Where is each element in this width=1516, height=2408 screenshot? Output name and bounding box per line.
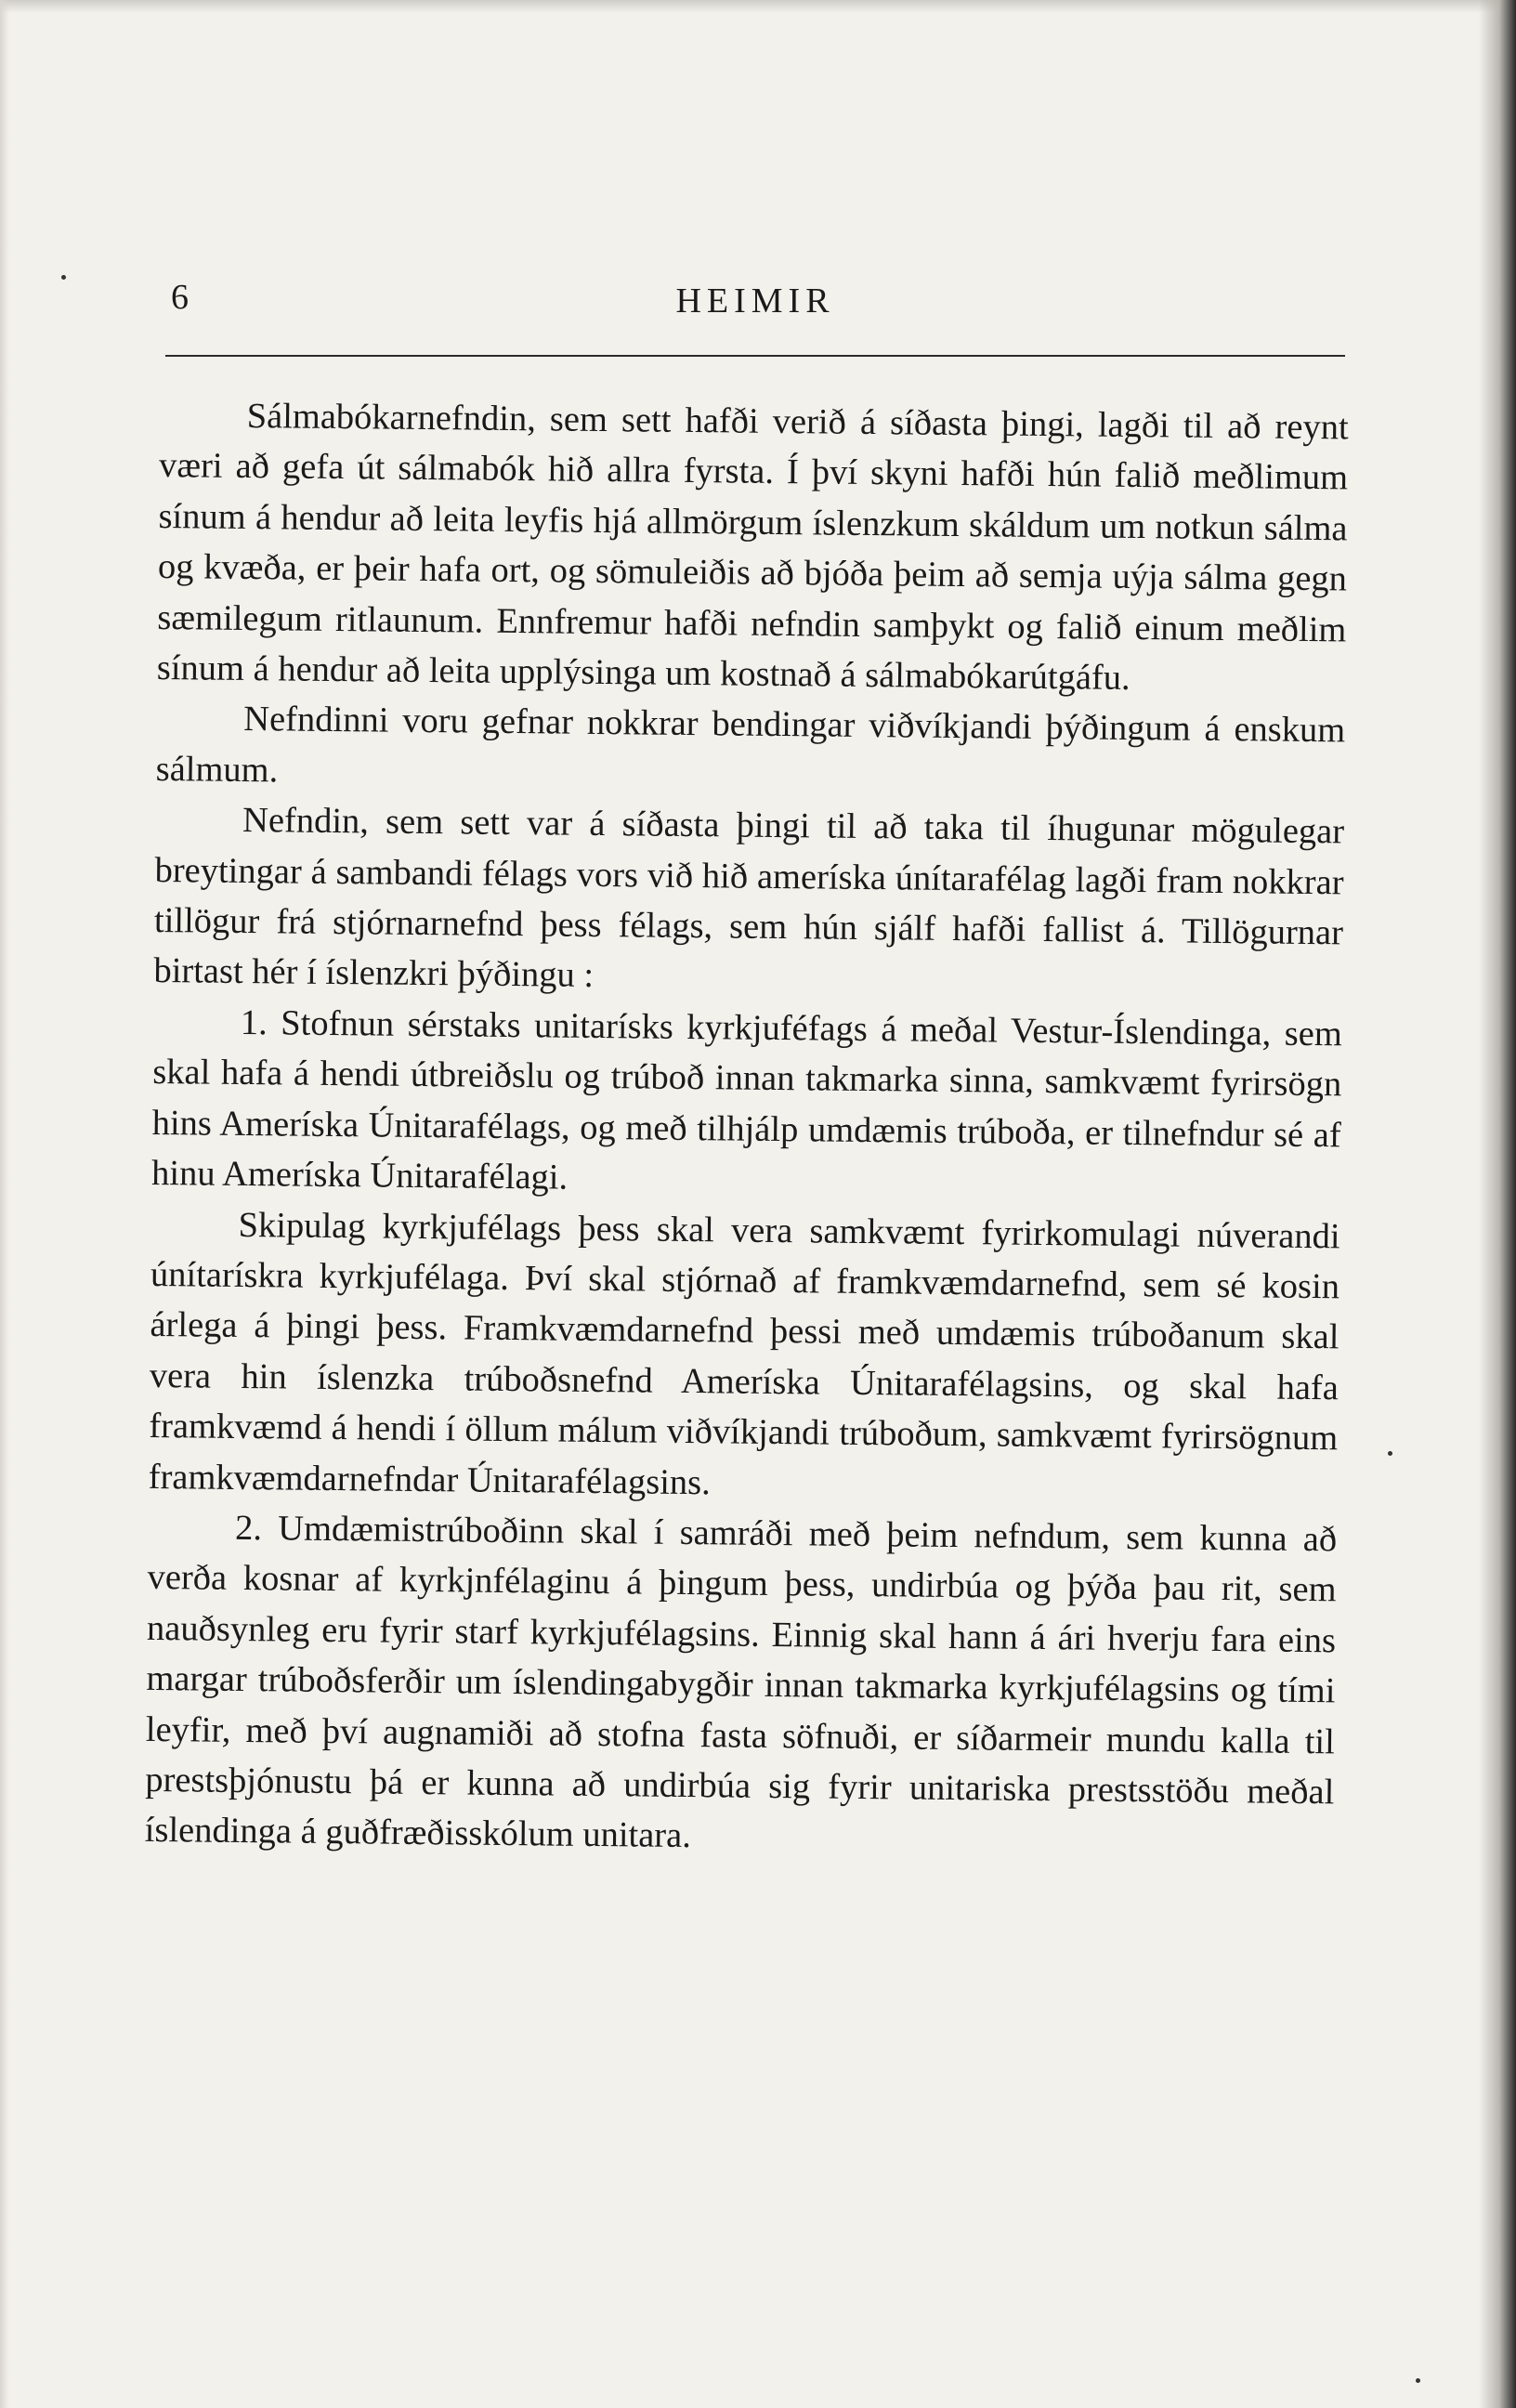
paragraph-proposal-1: 1. Stofnun sérstaks unitarísks kyrkjuféfags á meðal Vestur-Íslendinga, sem skal hafa á hendi útbreiðslu og trúboð innan takmarka sinna, samkvæmt fyrirsögn hins Ameríska Únitarafélags, og með tilhjálp umdæmis trúboða, er tilnefndur sé af hinu Ameríska Únitarafélagi. xyxy=(150,1002,1343,1197)
print-speck xyxy=(61,275,66,280)
body-text xyxy=(144,390,1348,1868)
page-left-edge xyxy=(0,0,9,2408)
paragraph-proposal-2: 2. Umdæmistrúboðinn skal í samráði með þeim nefndum, sem kunna að verða kosnar af kyrkjnfélaginu á þingum þess, undirbúa og þýða þau rit, sem nauðsynleg eru fyrir starf kyrkjufélagsins. Einnig skal hann á ári hverju fara eins margar trúboðsferðir um íslendingabygðir innan takmarka kyrkjufélagsins og tími leyfir, með því augnamiði að stofna fasta söfnuði, er síðarmeir mundu kalla til prestsþjónustu þá er kunna að undirbúa sig fyrir unitariska prestsstöðu meðal íslendinga á guðfræðisskólum unitara. xyxy=(144,1508,1338,1856)
print-speck xyxy=(1416,2378,1420,2383)
paragraph-translations: Nefndinni voru gefnar nokkrar bendingar viðvíkjandi þýðingum á enskum sálmum. xyxy=(155,700,1346,791)
header-rule xyxy=(165,355,1345,357)
paragraph-hymnal-committee: Sálmabókarnefndin, sem sett hafði verið á síðasta þingi, lagði til að reynt væri að gefa út sálmabók hið allra fyrsta. Í því skyni hafði hún falið meðlimum sínum á hendur að leita leyfis hjá allmörgum íslenzkum skáldum um notkun sálma og kvæða, er þeir hafa ort, og sömuleiðis að bjóða þeim að semja uýja sálma gegn sæmilegum ritlaunum. Ennfremur hafði nefndin samþykt og falið einum meðlim sínum á hendur að leita upplýsinga um kostnað á sálmabókarútgáfu. xyxy=(156,396,1349,698)
page-binding-edge xyxy=(1479,0,1516,2408)
paragraph-organization: Skipulag kyrkjufélags þess skal vera samkvæmt fyrirkomulagi núverandi únítarískra kyrkjufélaga. Því skal stjórnað af framkvæmdarnefnd, sem sé kosin árlega á þingi þess. Framkvæmdarnefnd þessi með umdæmis trúboðanum skal vera hin íslenzka trúboðsnefnd Ameríska Únitarafélagsins, og skal hafa framkvæmd á hendi í öllum málum viðvíkjandi trúboðum, samkvæmt fyrirsögnum framkvæmdarnefndar Únitarafélagsins. xyxy=(148,1205,1340,1502)
page-top-shadow xyxy=(0,0,1516,13)
page-number: 6 xyxy=(171,278,189,317)
page-header xyxy=(165,277,1345,333)
running-title: HEIMIR xyxy=(675,281,835,321)
paragraph-relations-committee: Nefndin, sem sett var á síðasta þingi til að taka til íhugunar mögulegar breytingar á sambandi félags vors við hið ameríska únítarafélag lagði fram nokkrar tillögur frá stjórnarnefnd þess félags, sem hún sjálf hafði fallist á. Tillögurnar birtast hér í íslenzkri þýðingu : xyxy=(153,801,1345,996)
print-speck xyxy=(1388,1451,1392,1456)
